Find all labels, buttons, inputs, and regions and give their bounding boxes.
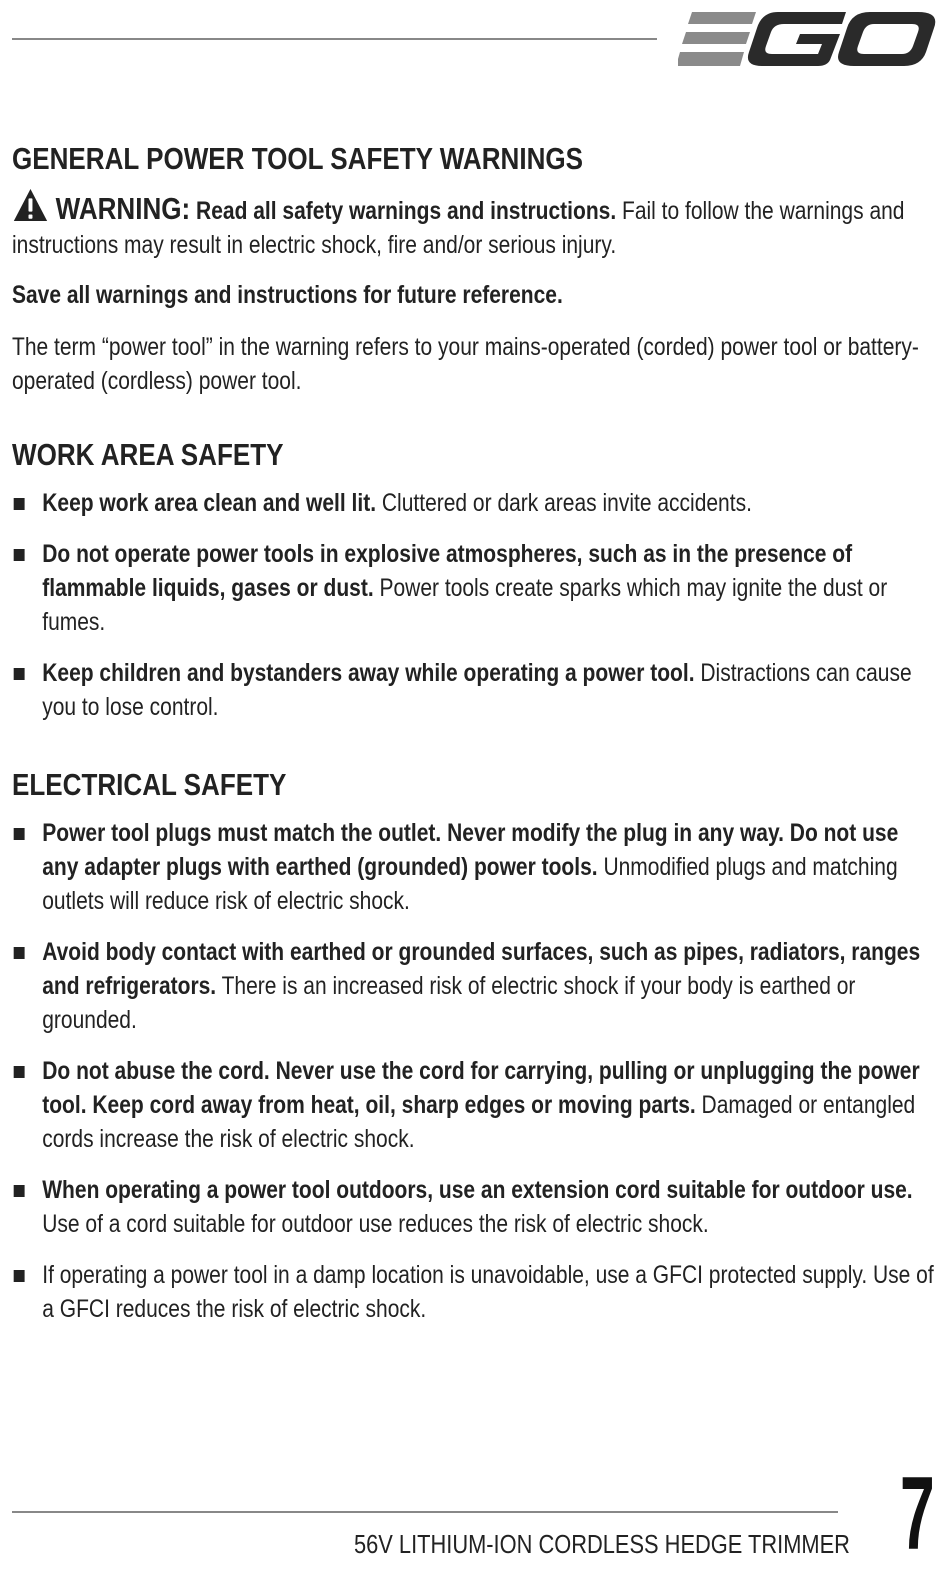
- power-tool-term: The term “power tool” in the warning refers to your mains-operated (corded) power tool or battery-operated (cordless) power tool.: [12, 333, 919, 395]
- header-rule: [12, 38, 657, 40]
- item-bold-text: Keep children and bystanders away while operating a power tool.: [42, 659, 695, 687]
- work-area-list: [12, 486, 938, 724]
- item-text: Damaged or entangled cords increase the risk of electric shock.: [42, 1091, 916, 1153]
- list-item: [12, 537, 938, 639]
- item-text: Unmodified plugs and matching outlets will reduce risk of electric shock.: [42, 853, 898, 915]
- warning-triangle-icon: [12, 188, 49, 222]
- work-area-heading: WORK AREA SAFETY: [12, 437, 284, 472]
- square-bullet-icon: [14, 1270, 25, 1282]
- list-item: [12, 656, 938, 724]
- warning-paragraph: [12, 188, 938, 262]
- square-bullet-icon: [14, 549, 25, 561]
- item-bold-text: Power tool plugs must match the outlet. Never modify the plug in any way. Do not use any adapter plugs with earthed (grounded) power tools.: [42, 819, 899, 881]
- item-bold-text: Do not operate power tools in explosive atmospheres, such as in the presence of flammable liquids, gases or dust.: [42, 540, 853, 602]
- square-bullet-icon: [14, 1185, 25, 1197]
- item-text: Power tools create sparks which may ignite the dust or fumes.: [42, 574, 888, 636]
- item-text: If operating a power tool in a damp location is unavoidable, use a GFCI protected supply. Use of a GFCI reduces the risk of electric shock.: [42, 1261, 934, 1323]
- warning-word: WARNING:: [55, 191, 191, 226]
- item-bold-text: Do not abuse the cord. Never use the cord for carrying, pulling or unplugging the power tool. Keep cord away from heat, oil, sharp edges or moving parts.: [42, 1057, 920, 1119]
- list-item: [12, 935, 938, 1037]
- electrical-list: [12, 816, 938, 1326]
- list-item: [12, 1054, 938, 1156]
- general-heading: GENERAL POWER TOOL SAFETY WARNINGS: [12, 141, 584, 176]
- square-bullet-icon: [14, 1066, 25, 1078]
- electrical-heading: ELECTRICAL SAFETY: [12, 767, 287, 802]
- page-content: [12, 138, 938, 1326]
- warning-text: Fail to follow the warnings and instructions may result in electric shock, fire and/or serious injury.: [12, 197, 905, 259]
- item-text: Use of a cord suitable for outdoor use reduces the risk of electric shock.: [42, 1210, 709, 1238]
- item-bold-text: Keep work area clean and well lit.: [42, 489, 377, 517]
- item-bold-text: Avoid body contact with earthed or grounded surfaces, such as pipes, radiators, ranges and refrigerators.: [42, 938, 921, 1000]
- square-bullet-icon: [14, 498, 25, 510]
- list-item: [12, 486, 938, 520]
- item-text: Cluttered or dark areas invite accidents.: [381, 489, 752, 517]
- warning-bold-text: Read all safety warnings and instructions.: [196, 197, 617, 225]
- list-item: [12, 1173, 938, 1241]
- save-instructions: Save all warnings and instructions for future reference.: [12, 281, 563, 309]
- page-number: 7: [900, 1456, 935, 1572]
- list-item: [12, 1258, 938, 1326]
- square-bullet-icon: [14, 668, 25, 680]
- footer-rule: [12, 1511, 838, 1513]
- list-item: [12, 816, 938, 918]
- item-bold-text: When operating a power tool outdoors, use an extension cord suitable for outdoor use.: [42, 1176, 913, 1204]
- square-bullet-icon: [14, 828, 25, 840]
- item-text: Distractions can cause you to lose control.: [42, 659, 912, 721]
- footer-product-title: 56V LITHIUM-ION CORDLESS HEDGE TRIMMER: [354, 1529, 850, 1559]
- ego-logo: [678, 10, 936, 68]
- item-text: There is an increased risk of electric shock if your body is earthed or grounded.: [42, 972, 856, 1034]
- square-bullet-icon: [14, 947, 25, 959]
